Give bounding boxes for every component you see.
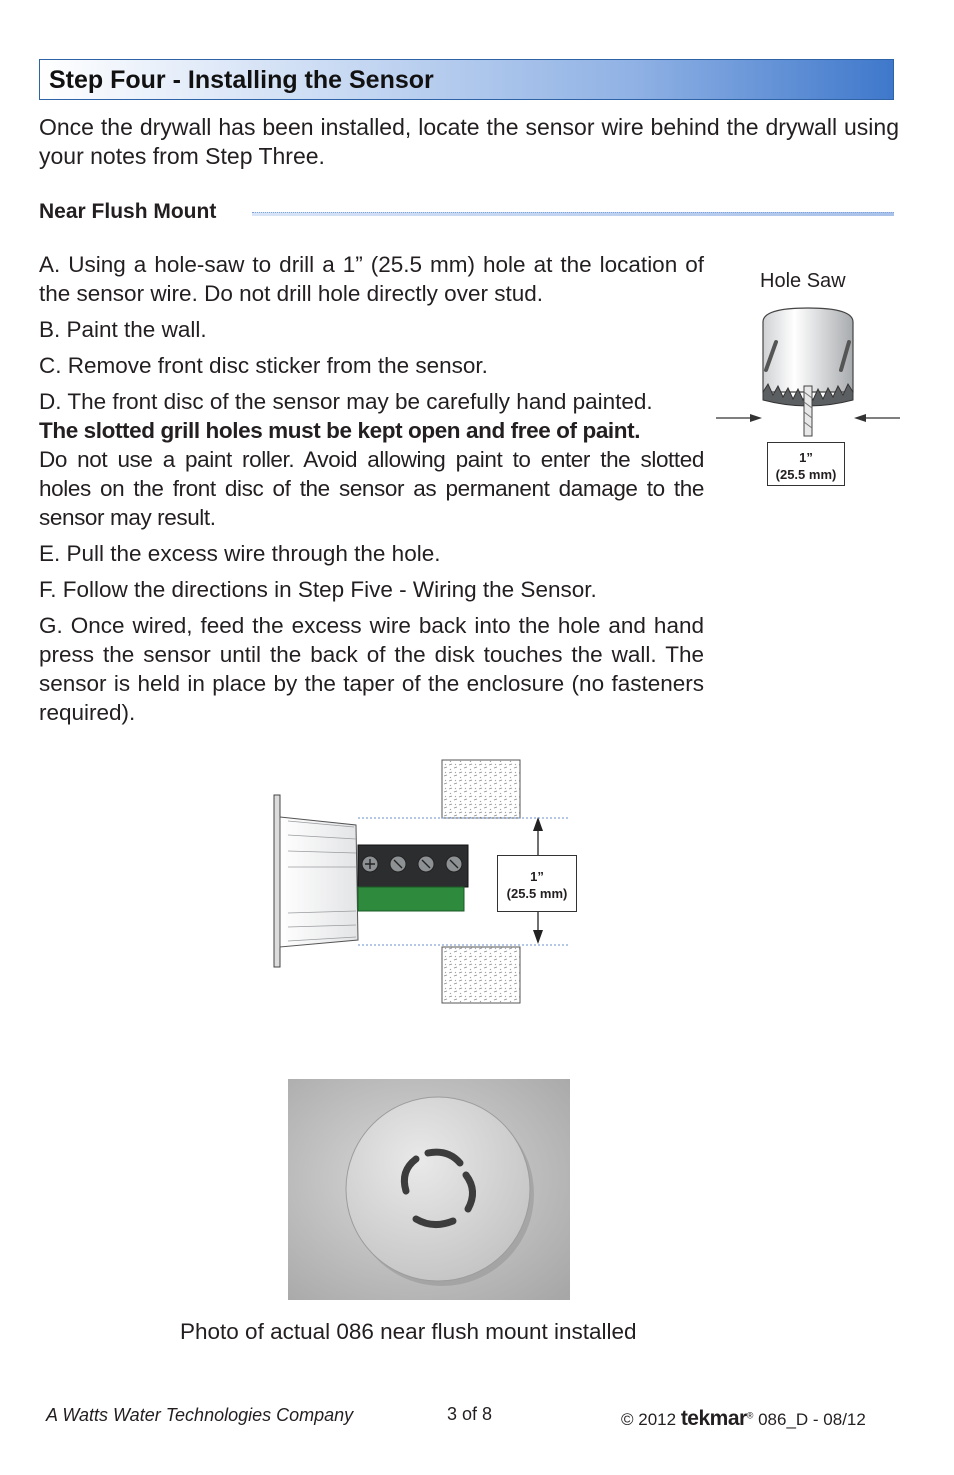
mount-dim-inch: 1” <box>530 869 544 884</box>
intro-paragraph: Once the drywall has been installed, locate the sensor wire behind the drywall using your notes from Step Three. <box>39 114 899 169</box>
hole-saw-dim-mm: (25.5 mm) <box>775 467 837 482</box>
step-c: C. Remove front disc sticker from the sensor. <box>39 353 488 378</box>
mount-dim-mm: (25.5 mm) <box>506 886 568 901</box>
hole-saw-dimension <box>767 442 845 486</box>
registered-mark: ® <box>746 1410 754 1421</box>
step-title: Step Four - Installing the Sensor <box>49 66 434 94</box>
tekmar-logo: tekmar <box>680 1407 747 1430</box>
step-a: A. Using a hole-saw to drill a 1” (25.5 mm) hole at the location of the sensor wire. Do not drill hole directly over stud. <box>39 252 704 306</box>
section-rule <box>252 212 894 216</box>
step-d <box>39 387 704 532</box>
installed-sensor-photo <box>288 1079 570 1300</box>
mount-dimension <box>497 855 577 912</box>
step-d-intro: D. The front disc of the sensor may be carefully hand painted. <box>39 389 653 414</box>
photo-caption: Photo of actual 086 near flush mount installed <box>180 1319 637 1344</box>
instruction-list <box>39 250 704 734</box>
section-title: Near Flush Mount <box>39 200 217 223</box>
step-d-warning: The slotted grill holes must be kept open and free of paint. <box>39 418 641 443</box>
step-header <box>39 59 894 100</box>
step-e: E. Pull the excess wire through the hole. <box>39 541 441 566</box>
document-code: 086_D - 08/12 <box>758 1410 866 1429</box>
step-g: G. Once wired, feed the excess wire back into the hole and hand press the sensor until the back of the disk touches the wall. The sensor is held in place by the taper of the enclosure (no fasteners required). <box>39 613 704 725</box>
hole-saw-dim-inch: 1” <box>799 450 813 465</box>
footer-copyright <box>621 1407 866 1431</box>
step-b: B. Paint the wall. <box>39 317 207 342</box>
hole-saw-label: Hole Saw <box>760 270 846 292</box>
copyright-text: © 2012 <box>621 1410 677 1429</box>
step-f: F. Follow the directions in Step Five - Wiring the Sensor. <box>39 577 597 602</box>
footer-page-number: 3 of 8 <box>447 1404 493 1424</box>
step-d-detail: Do not use a paint roller. Avoid allowing paint to enter the slotted holes on the front disc of the sensor as permanent damage to the sensor may result. <box>39 447 704 530</box>
footer-company: A Watts Water Technologies Company <box>46 1405 354 1425</box>
